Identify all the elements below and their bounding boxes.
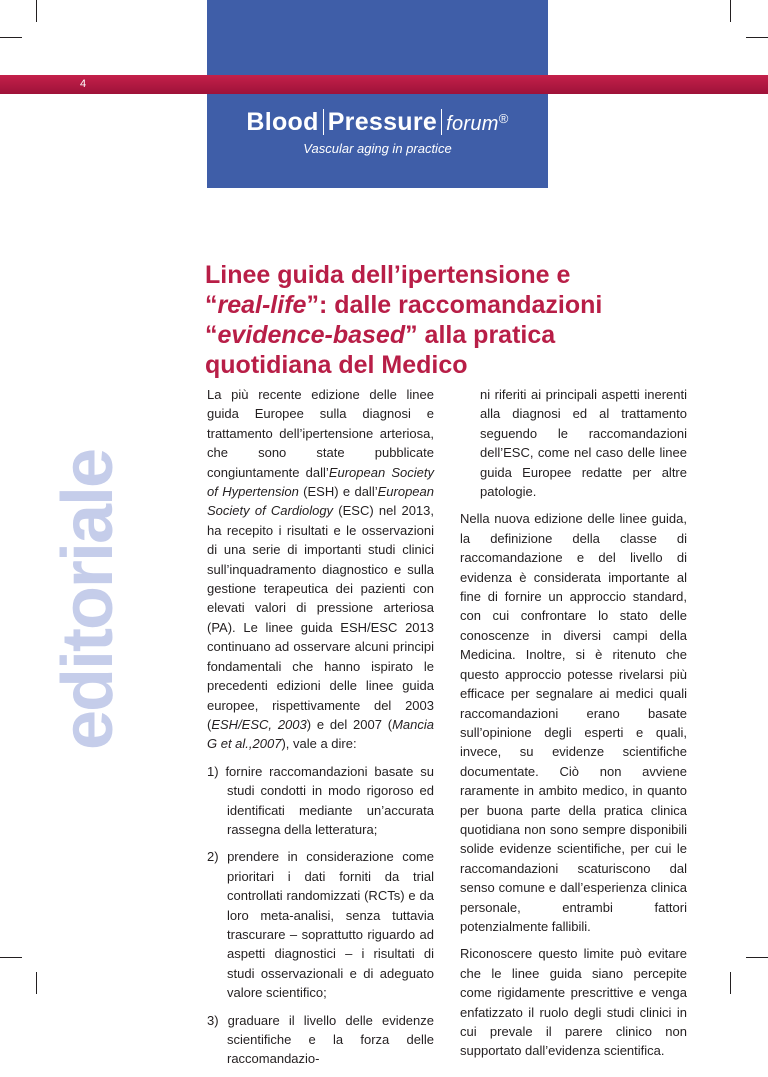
crop-mark — [730, 972, 731, 994]
principles-list — [207, 762, 434, 1069]
logo-word-blood: Blood — [246, 108, 319, 136]
title-line-2: “real-life”: dalle raccomandazioni — [205, 291, 603, 319]
title-line-4: quotidiana del Medico — [205, 351, 468, 379]
title-line-1: Linee guida dell’ipertensione e — [205, 261, 571, 289]
section-label-text: editoriale — [48, 449, 128, 751]
logo-divider — [323, 109, 324, 135]
logo-word-pressure: Pressure — [327, 108, 438, 136]
list-item: 1) fornire raccomandazioni basate su studi condotti in modo rigoroso ed identificati mediante un’accurata rassegna della letteratura; — [207, 763, 434, 837]
title-line-3: “evidence-based” alla pratica — [205, 321, 556, 349]
crop-mark — [36, 0, 37, 22]
logo-tagline: Vascular aging in practice — [303, 141, 452, 156]
list-item-continuation: ni riferiti ai principali aspetti inerenti alla diagnosi ed al trattamento seguendo le raccomandazioni dell’ESC, come nel caso delle linee guida Europee redatte per altre patologie. — [480, 387, 687, 500]
list-item: 2) prendere in considerazione come prioritari i dati forniti da trial controllati randomizzati (RCTs) e da loro meta-analisi, senza tuttavia trascurare – soprattutto riguardo ad aspetti diagnostici – i risultati di studi osservazionali e di adeguato valore scientifico; — [207, 849, 434, 1001]
paragraph: Nella nuova edizione delle linee guida, la definizione della classe di raccomandazione e del livello di evidenza è considerata importante al fine di fornire un approccio standard, con cui confrontare lo stato delle conoscenze in diversi campi della Medicina. Inoltre, si è ritenuto che questo approccio potesse rivelarsi più efficace per segnalare ai medici quali raccomandazioni erano basate sull’opinione degli esperti e quali, invece, su evidenze scientifiche documentate. Ciò non avviene raramente in ambito medico, in quanto per buona parte della pratica clinica quotidiana non sono sempre disponibili solide evidenze scientifiche, per cui le raccomandazioni scaturiscono dal senso comune e dall’esperienza clinica personale, entrambi fattori potenzialmente fallibili. — [460, 511, 687, 934]
crop-mark — [0, 957, 22, 958]
crop-mark — [730, 0, 731, 22]
logo-divider — [441, 109, 442, 135]
crop-mark — [0, 37, 22, 38]
list-item: 3) graduare il livello delle evidenze scientifiche e la forza delle raccomandazio- — [207, 1012, 434, 1067]
blood-pressure-forum-logo — [207, 108, 548, 156]
header-blue-block — [207, 0, 548, 75]
logo-registered-mark: ® — [498, 111, 509, 126]
crop-mark — [746, 957, 768, 958]
crop-mark — [36, 972, 37, 994]
page-number: 4 — [80, 78, 87, 90]
paragraph-intro: La più recente edizione delle linee guida Europee sulla diagnosi e trattamento dell’ipertensione arteriosa, che sono state pubblicate congiuntamente dall’European Society of Hypertension (ESH) e dall’European Society of Cardiology (ESC) nel 2013, ha recepito i risultati e le osservazioni di una serie di importanti studi clinici sull’inquadramento diagnostico e sulla gestione terapeutica dei pazienti con elevati valori di pressione arteriosa (PA). Le linee guida ESH/ESC 2013 continuano ad osservare alcuni principi fondamentali che hanno ispirato le precedenti edizioni delle linee guida europee, rispettivamente del 2003 (ESH/ESC, 2003) e del 2007 (Mancia G et al.,2007), vale a dire: — [207, 387, 435, 752]
paragraph: Riconoscere questo limite può evitare che le linee guida siano percepite come rigidamente prescrittive e venga enfatizzato il ruolo degli studi clinici in cui prevale il parere clinico non supportato dall’evidenza scientifica. — [460, 946, 687, 1059]
text-column-right — [460, 385, 687, 1069]
text-column-left — [207, 385, 434, 1077]
logo-word-forum: forum — [446, 113, 499, 135]
article-title — [205, 260, 635, 380]
header-red-band — [0, 75, 768, 94]
crop-mark — [746, 37, 768, 38]
